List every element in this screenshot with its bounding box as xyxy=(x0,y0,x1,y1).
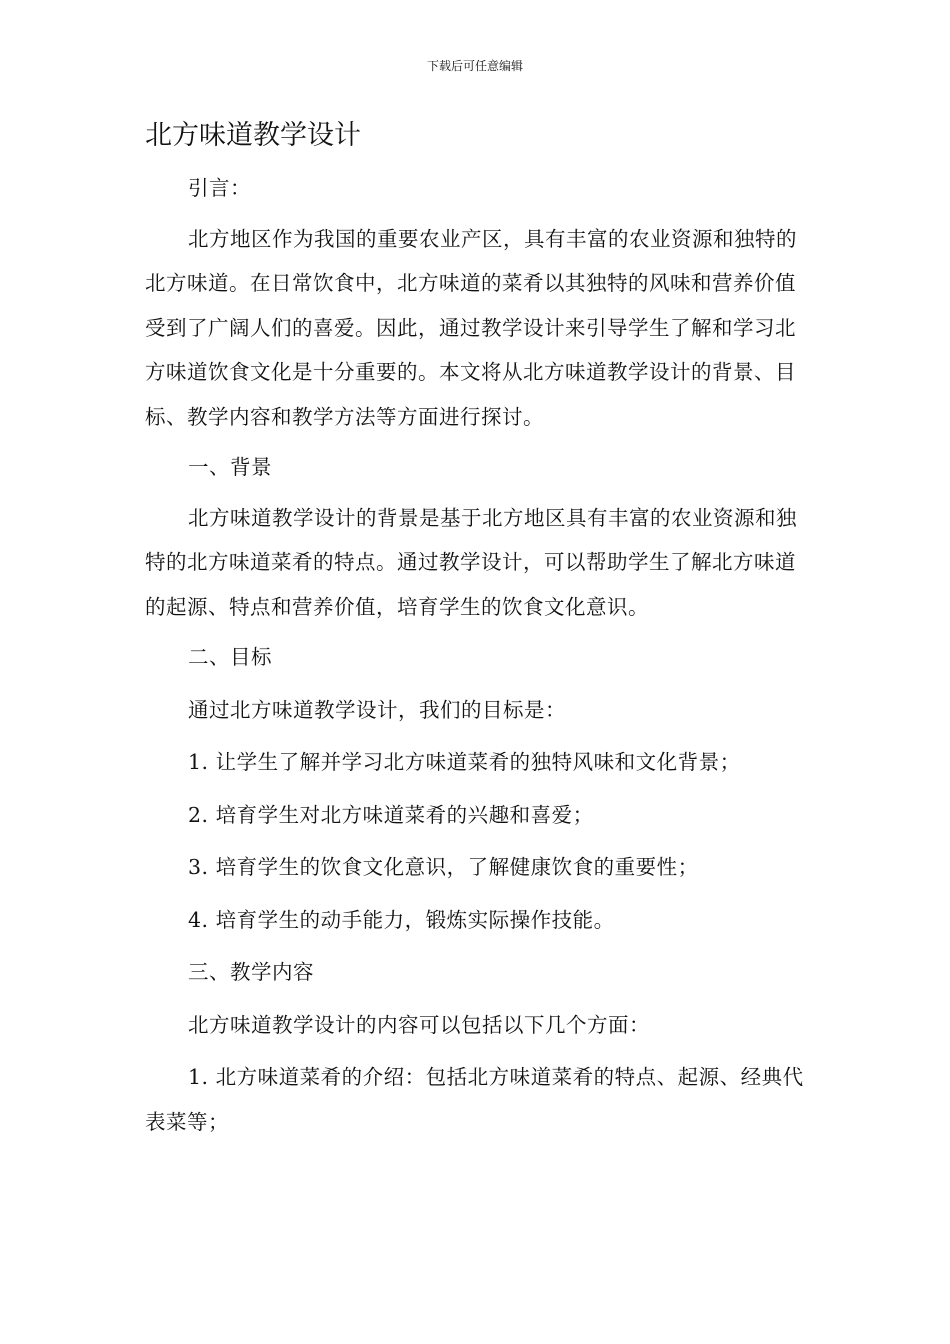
intro-paragraph: 北方地区作为我国的重要农业产区，具有丰富的农业资源和独特的北方味道。在日常饮食中，北方味道的菜肴以其独特的风味和营养价值受到了广阔人们的喜爱。因此，通过教学设计来引导学生了解和学习北方味道饮食文化是十分重要的。本文将从北方味道教学设计的背景、目标、教学内容和教学方法等方面进行探讨。 xyxy=(145,226,797,429)
section1-heading: 一、背景 xyxy=(188,455,272,479)
content-item: 1. 北方味道菜肴的介绍：包括北方味道菜肴的特点、起源、经典代表菜等； xyxy=(145,1065,804,1134)
document-title: 北方味道教学设计 xyxy=(145,120,361,151)
intro-heading: 引言： xyxy=(188,176,251,200)
section2-heading: 二、目标 xyxy=(188,645,272,669)
page-header-note: 下载后可任意编辑 xyxy=(426,59,523,73)
goal-item: 1. 让学生了解并学习北方味道菜肴的独特风味和文化背景； xyxy=(188,750,741,774)
section3-intro: 北方味道教学设计的内容可以包括以下几个方面： xyxy=(188,1012,650,1037)
section2-intro: 通过北方味道教学设计，我们的目标是： xyxy=(188,697,566,722)
goal-item: 3. 培育学生的饮食文化意识，了解健康饮食的重要性； xyxy=(188,855,699,879)
document-body xyxy=(145,166,805,1144)
section1-paragraph: 北方味道教学设计的背景是基于北方地区具有丰富的农业资源和独特的北方味道菜肴的特点。通过教学设计，可以帮助学生了解北方味道的起源、特点和营养价值，培育学生的饮食文化意识。 xyxy=(145,505,797,619)
goal-item: 2. 培育学生对北方味道菜肴的兴趣和喜爱； xyxy=(188,802,594,827)
goal-item: 4. 培育学生的动手能力，锻炼实际操作技能。 xyxy=(188,907,615,932)
section3-heading: 三、教学内容 xyxy=(188,960,314,984)
